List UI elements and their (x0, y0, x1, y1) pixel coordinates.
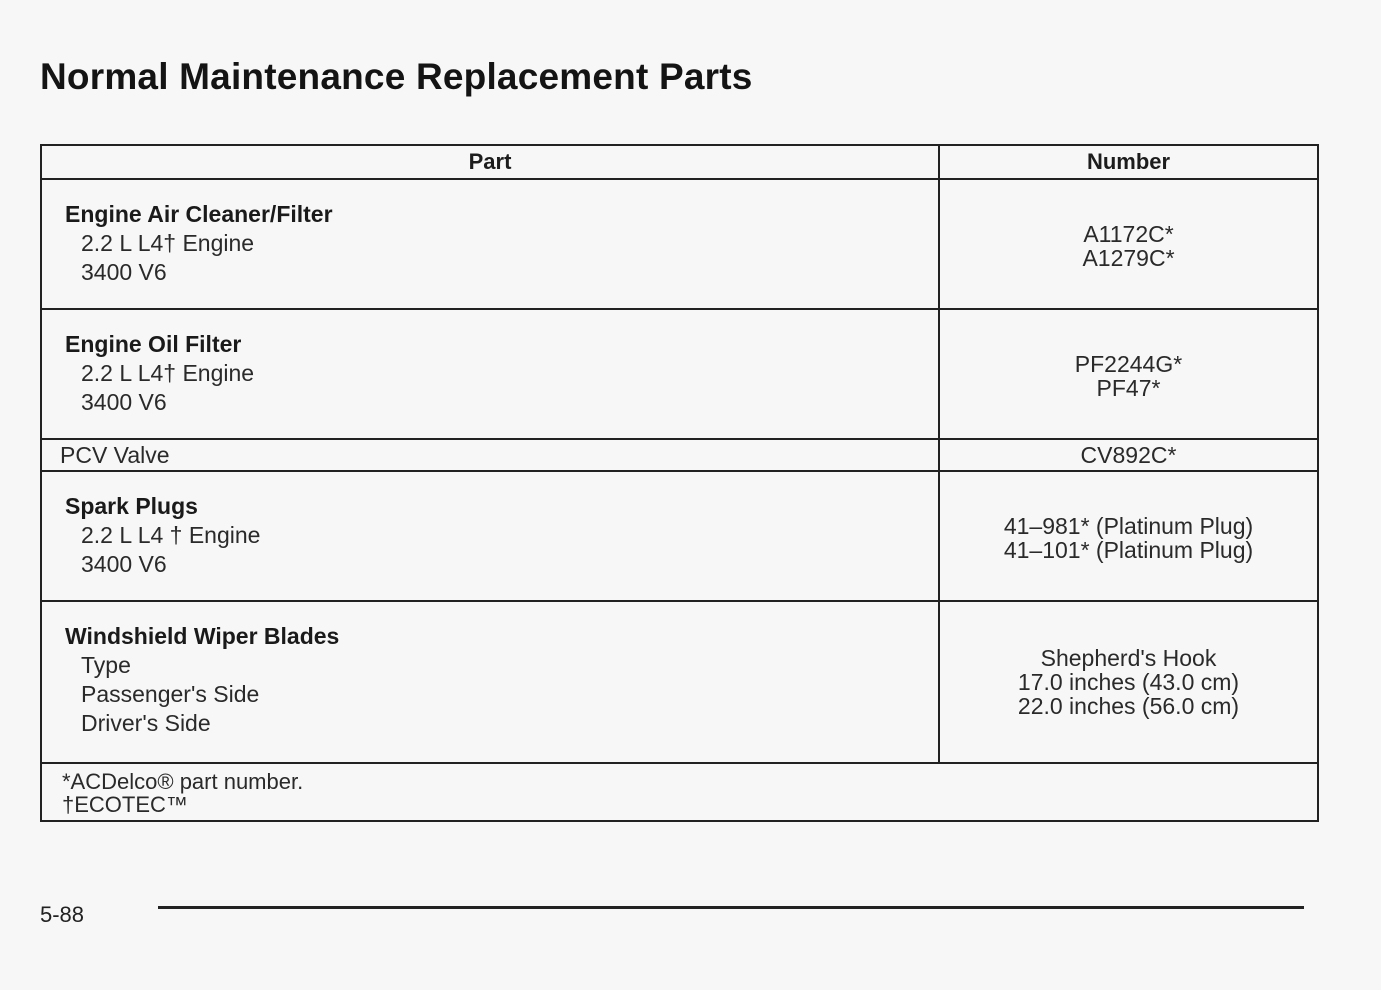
replacement-parts-table (40, 144, 1319, 822)
part-cell (41, 309, 939, 439)
part-label: PCV Valve (60, 441, 170, 468)
table-row-air-filter (41, 179, 1318, 309)
number-cell (939, 179, 1318, 309)
part-title: Engine Oil Filter (65, 331, 242, 357)
part-cell (41, 439, 939, 471)
part-number: CV892C* (1080, 441, 1177, 468)
part-cell (41, 471, 939, 601)
number-cell (939, 439, 1318, 471)
part-title: Spark Plugs (65, 493, 198, 519)
table-header-row (41, 145, 1318, 179)
part-number: A1172C* (1083, 221, 1174, 247)
part-number: 22.0 inches (56.0 cm) (1017, 693, 1240, 719)
part-number: PF2244G* (1074, 351, 1183, 377)
table-row-spark-plugs (41, 471, 1318, 601)
table-row-pcv-valve (41, 439, 1318, 471)
page-number: 5-88 (40, 902, 85, 927)
part-variant: 3400 V6 (81, 551, 167, 577)
number-cell (939, 309, 1318, 439)
table-row-oil-filter (41, 309, 1318, 439)
part-variant: 2.2 L L4† Engine (81, 360, 255, 386)
part-variant: Type (81, 652, 131, 678)
footnotes-cell (41, 763, 1318, 821)
footnote-acdelco: *ACDelco® part number. (62, 769, 304, 794)
page-title: Normal Maintenance Replacement Parts (40, 56, 753, 97)
part-variant: 3400 V6 (81, 259, 167, 285)
part-variant: Driver's Side (81, 710, 211, 736)
footnote-ecotec: †ECOTEC™ (62, 792, 188, 817)
part-cell (41, 601, 939, 763)
part-title: Engine Air Cleaner/Filter (65, 201, 333, 227)
footer-divider (158, 906, 1304, 909)
number-cell (939, 601, 1318, 763)
table-row-wiper-blades (41, 601, 1318, 763)
part-number: 17.0 inches (43.0 cm) (1017, 669, 1240, 695)
part-title: Windshield Wiper Blades (65, 623, 340, 649)
part-variant: 3400 V6 (81, 389, 167, 415)
part-cell (41, 179, 939, 309)
table-footnotes-row (41, 763, 1318, 821)
part-number: PF47* (1096, 375, 1161, 401)
part-number: 41–101* (Platinum Plug) (1003, 537, 1254, 563)
part-number: A1279C* (1082, 245, 1175, 271)
number-column-header: Number (939, 145, 1318, 179)
part-number: Shepherd's Hook (1040, 645, 1217, 671)
number-cell (939, 471, 1318, 601)
part-column-header: Part (41, 145, 939, 179)
part-variant: 2.2 L L4 † Engine (81, 522, 261, 548)
part-variant: Passenger's Side (81, 681, 260, 707)
part-variant: 2.2 L L4† Engine (81, 230, 255, 256)
part-number: 41–981* (Platinum Plug) (1003, 513, 1254, 539)
